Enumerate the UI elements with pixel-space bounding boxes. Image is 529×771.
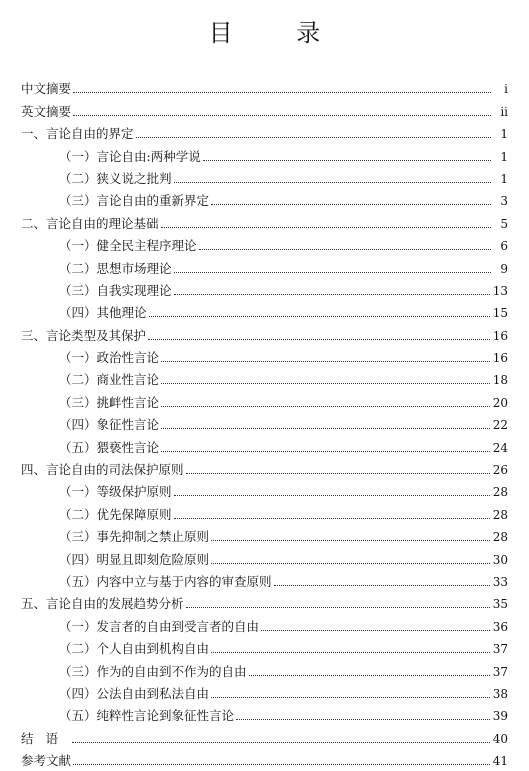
toc-entry-label: （五）内容中立与基于内容的审查原则 <box>59 573 272 589</box>
toc-entry-label: （四）公法自由到私法自由 <box>59 685 210 701</box>
dot-leader <box>186 607 490 608</box>
dot-leader <box>174 518 490 519</box>
dot-leader <box>249 675 490 676</box>
toc-entry-page-number: 9 <box>500 261 508 276</box>
dot-leader <box>73 115 491 116</box>
toc-entry-page-number: 36 <box>492 619 508 634</box>
toc-entry-label: （一）言论自由:两种学说 <box>59 148 201 164</box>
dot-leader <box>149 316 490 317</box>
toc-entry-label: （一）健全民主程序理论 <box>59 238 197 254</box>
dot-leader <box>274 585 490 586</box>
dot-leader <box>236 719 490 720</box>
toc-entry-page-number: 28 <box>492 485 508 500</box>
toc-entry-label: （四）象征性言论 <box>59 417 160 433</box>
toc-entry-page-number: 24 <box>492 440 508 455</box>
toc-entry <box>21 455 508 477</box>
toc-entry <box>21 74 508 96</box>
dot-leader <box>72 742 490 743</box>
dot-leader <box>148 339 490 340</box>
toc-entry-page-number: 13 <box>492 283 508 298</box>
toc-entry <box>21 231 508 253</box>
table-of-contents <box>21 74 508 768</box>
toc-entry <box>21 746 508 768</box>
toc-entry-label: 参考文献 <box>21 753 72 769</box>
toc-entry <box>21 522 508 544</box>
toc-entry-page-number: 26 <box>492 463 508 478</box>
dot-leader <box>161 361 490 362</box>
toc-entry <box>21 679 508 701</box>
toc-entry <box>21 589 508 611</box>
toc-entry-page-number: 22 <box>492 418 508 433</box>
dot-leader <box>211 652 490 653</box>
toc-entry <box>21 320 508 342</box>
dot-leader <box>211 540 490 541</box>
toc-entry-page-number: 39 <box>492 709 508 724</box>
toc-entry-page-number: 37 <box>492 642 508 657</box>
toc-entry-page-number: 16 <box>492 328 508 343</box>
toc-entry <box>21 365 508 387</box>
dot-leader <box>73 764 490 765</box>
toc-entry-label: （一）政治性言论 <box>59 350 160 366</box>
toc-entry <box>21 343 508 365</box>
toc-entry-page-number: 38 <box>492 686 508 701</box>
toc-entry <box>21 634 508 656</box>
toc-entry <box>21 298 508 320</box>
toc-entry <box>21 208 508 230</box>
toc-entry-page-number: 41 <box>492 754 508 769</box>
toc-entry <box>21 656 508 678</box>
toc-entry-label: （一）发言者的自由到受言者的自由 <box>59 618 260 634</box>
dot-leader <box>161 428 490 429</box>
dot-leader <box>203 160 491 161</box>
toc-entry-label: （二）优先保障原则 <box>59 506 172 522</box>
toc-entry-label: （五）猥亵性言论 <box>59 439 160 455</box>
toc-entry-label: （四）明显且即刻危险原则 <box>59 551 210 567</box>
toc-entry-label: （三）挑衅性言论 <box>59 394 160 410</box>
toc-entry-label: 一、言论自由的界定 <box>21 126 134 142</box>
toc-entry-label: （三）自我实现理论 <box>59 282 172 298</box>
toc-entry-page-number: 28 <box>492 507 508 522</box>
toc-entry-label: （二）个人自由到机构自由 <box>59 641 210 657</box>
toc-entry-page-number: 5 <box>500 216 508 231</box>
toc-entry <box>21 723 508 745</box>
toc-entry-page-number: 6 <box>500 239 508 254</box>
toc-entry-page-number: 1 <box>500 171 508 186</box>
toc-entry <box>21 701 508 723</box>
toc-entry <box>21 544 508 566</box>
toc-entry-page-number: 16 <box>492 351 508 366</box>
dot-leader <box>186 473 490 474</box>
toc-entry-label: 二、言论自由的理论基础 <box>21 215 159 231</box>
toc-entry <box>21 567 508 589</box>
toc-entry-label: （一）等级保护原则 <box>59 484 172 500</box>
toc-entry <box>21 141 508 163</box>
toc-entry <box>21 387 508 409</box>
toc-entry <box>21 164 508 186</box>
toc-entry-label: 结语 <box>21 730 71 746</box>
toc-entry-page-number: i <box>504 82 508 97</box>
toc-entry <box>21 432 508 454</box>
dot-leader <box>174 182 491 183</box>
dot-leader <box>161 227 491 228</box>
dot-leader <box>161 383 490 384</box>
toc-entry <box>21 186 508 208</box>
dot-leader <box>174 272 491 273</box>
toc-entry-label: （三）作为的自由到不作为的自由 <box>59 663 247 679</box>
toc-entry-page-number: 40 <box>492 731 508 746</box>
toc-entry-label: （二）思想市场理论 <box>59 260 172 276</box>
dot-leader <box>211 563 490 564</box>
toc-entry-page-number: 3 <box>500 194 508 209</box>
toc-entry-page-number: 18 <box>492 373 508 388</box>
toc-entry-label: 五、言论自由的发展趋势分析 <box>21 596 184 612</box>
toc-entry <box>21 119 508 141</box>
toc-entry-label: （二）商业性言论 <box>59 372 160 388</box>
toc-entry-page-number: 35 <box>492 597 508 612</box>
toc-entry-label: （二）狭义说之批判 <box>59 170 172 186</box>
toc-entry-page-number: 37 <box>492 664 508 679</box>
toc-entry <box>21 253 508 275</box>
toc-entry-page-number: 1 <box>500 127 508 142</box>
toc-entry <box>21 477 508 499</box>
toc-entry-page-number: 30 <box>492 552 508 567</box>
toc-entry-label: 三、言论类型及其保护 <box>21 327 147 343</box>
toc-entry-page-number: ii <box>500 104 508 119</box>
dot-leader <box>199 249 491 250</box>
toc-entry <box>21 499 508 521</box>
page-title: 目 录 <box>208 19 349 47</box>
toc-entry-label: （三）言论自由的重新界定 <box>59 193 210 209</box>
dot-leader <box>161 406 490 407</box>
toc-entry <box>21 96 508 118</box>
dot-leader <box>136 137 491 138</box>
toc-entry <box>21 410 508 432</box>
dot-leader <box>174 495 490 496</box>
dot-leader <box>261 630 490 631</box>
toc-entry-page-number: 28 <box>492 530 508 545</box>
toc-entry <box>21 276 508 298</box>
toc-entry-label: （三）事先抑制之禁止原则 <box>59 529 210 545</box>
dot-leader <box>161 451 490 452</box>
toc-entry-label: （四）其他理论 <box>59 305 147 321</box>
toc-entry-page-number: 33 <box>492 574 508 589</box>
dot-leader <box>174 294 490 295</box>
toc-entry-label: 中文摘要 <box>21 81 72 97</box>
toc-entry-page-number: 15 <box>492 306 508 321</box>
toc-entry-label: 四、言论自由的司法保护原则 <box>21 462 184 478</box>
dot-leader <box>73 92 491 93</box>
toc-entry <box>21 611 508 633</box>
toc-entry-label: （五）纯粹性言论到象征性言论 <box>59 708 235 724</box>
dot-leader <box>211 204 491 205</box>
toc-entry-page-number: 1 <box>500 149 508 164</box>
dot-leader <box>211 697 490 698</box>
toc-entry-page-number: 20 <box>492 395 508 410</box>
toc-entry-label: 英文摘要 <box>21 103 72 119</box>
